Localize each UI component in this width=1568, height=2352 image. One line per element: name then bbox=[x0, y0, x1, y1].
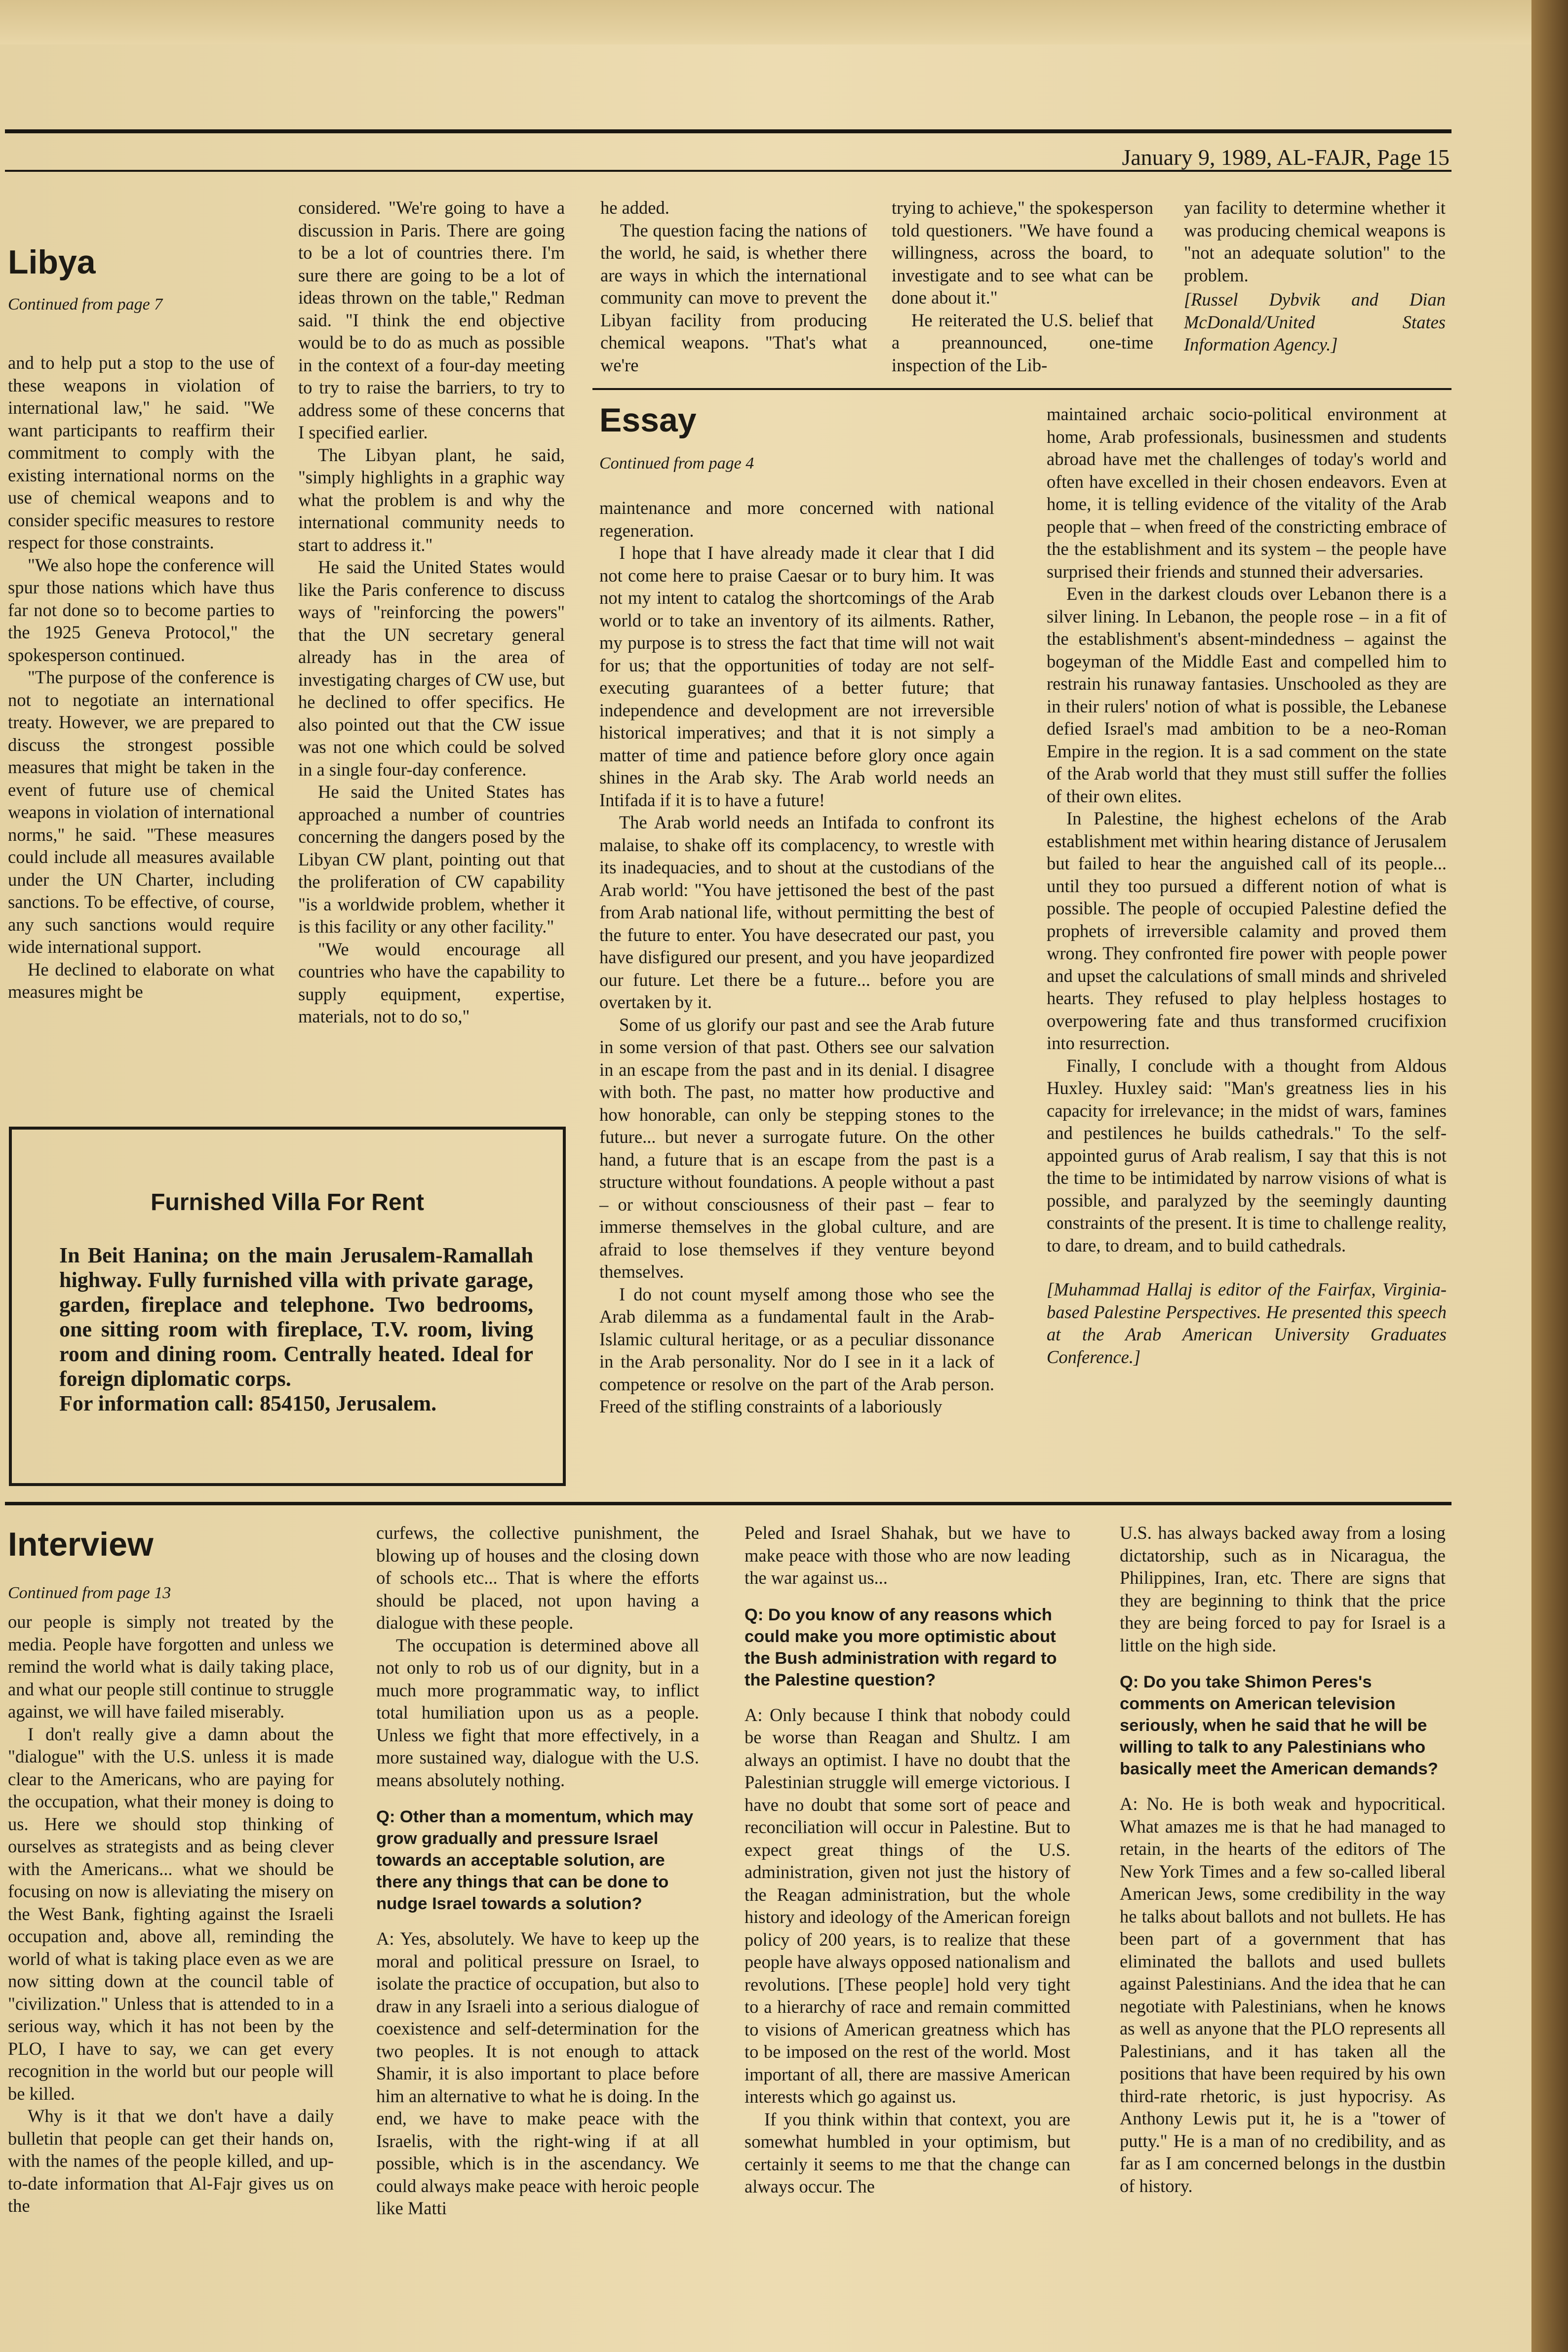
interview-col3-p3: If you think within that context, you are somewhat humbled in your optimism, but certainly it seems to me that the change can always occur. The bbox=[745, 2109, 1070, 2196]
running-head-rule bbox=[5, 170, 1451, 172]
libya-col3-p2: The question facing the nations of the world, he said, is whether there are ways in which the international community can move to prevent the Libyan facility from producing chemical weapons. "That's what we're bbox=[600, 220, 867, 375]
essay-continued: Continued from page 4 bbox=[599, 454, 754, 472]
interview-col2-p3: A: Yes, absolutely. We have to keep up the moral and political pressure on Israel, to isolate the practice of occupation, but also to draw in any Israeli into a serious dialogue of coexistence and self-determination for the two peoples. It is not enough to attack Shamir, it is also important to place before him an alternative to what he is doing. In the end, we have to make peace with the Israelis, with the right-wing if at all possible, which is in the ascendancy. We could always make peace with heroic people like Matti bbox=[376, 1928, 699, 2218]
interview-col1-p2: I don't really give a damn about the "dialogue" with the U.S. unless it is made clear to the Americans, who are paying for the occupation, what their money is doing to us. Here we should stop thinking of ourselves as strategists and as being clever with the Americans... what we should be focusing on now is alleviating the misery on the West Bank, fighting against the Israeli occupation and, above all, reminding the world of what is taking place even as we are now sitting down at the council table of "civilization." Unless that is attended to in a serious way, which it has not been by the PLO, I have to say, we can get every recognition in the world but our people will be killed. bbox=[8, 1724, 334, 2104]
interview-col1-p3: Why is it that we don't have a daily bulletin that people can get their hands on, with the names of the people killed, and up-to-date information that Al-Fajr gives us on the bbox=[8, 2106, 334, 2216]
libya-col2-p4: He said the United States has approached a number of countries concerning the dangers posed by the Libyan CW plant, pointing out that the proliferation of CW capability "is a worldwide problem, whether it is this facility or any other facility." bbox=[298, 782, 565, 937]
libya-col1-p1: and to help put a stop to the use of these weapons in violation of international law," he said. "We want participants to reaffirm their commitment to comply with the existing international norms on the use of chemical weapons and to consider specific measures to restore respect for those constraints. bbox=[8, 353, 274, 552]
libya-col2-p3: He said the United States would like the Paris conference to discuss ways of "reinforcing the powers" that the UN secretary general already has in the area of investigating charges of CW use, but he declined to offer specifics. He also pointed out that the CW issue was not one which could be solved in a single four-day conference. bbox=[298, 557, 565, 780]
libya-continued: Continued from page 7 bbox=[8, 295, 163, 314]
libya-column-2 bbox=[298, 196, 565, 1028]
ad-description: In Beit Hanina; on the main Jerusalem-Ramallah highway. Fully furnished villa with private garage, garden, fireplace and telephone. Two bedrooms, one sitting room with fireplace, T.V. room, living room and dining room. Centrally heated. Ideal for foreign diplomatic corps. bbox=[59, 1243, 533, 1391]
classified-ad-box bbox=[9, 1127, 566, 1486]
libya-col5-p1: yan facility to determine whether it was producing chemical weapons is "not an adequate solution" to the problem. bbox=[1184, 197, 1446, 285]
interview-col4-p1: U.S. has always backed away from a losing dictatorship, such as in Nicaragua, the Philippines, Iran, etc. There are signs that they are beginning to think that the price they are being forced to pay for Israel is a little on the high side. bbox=[1120, 1523, 1446, 1655]
interview-col4-p2: A: No. He is both weak and hypocritical. What amazes me is that he had managed to retain, in the hearts of the editors of The New York Times and a few so-called liberal American Jews, some credibility in the way he talks about ballots and not bullets. He has been part of a government that has eliminated the ballots and used bullets against Palestinians. And the idea that he can negotiate with Palestinians, when he knows as well as anyone that the PLO represents all Palestinians, and it has taken all the positions that have been required by his own third-rate rhetoric, is just hypocrisy. As Anthony Lewis put it, he is a "tower of putty." He is a man of no credibility, and as far as I am concerned belongs in the dustbin of history. bbox=[1120, 1794, 1446, 2196]
interview-column-1 bbox=[8, 1610, 334, 2217]
libya-col2-p2: The Libyan plant, he said, "simply highlights in a graphic way what the problem is and why the international community needs to start to address it." bbox=[298, 444, 565, 555]
libya-headline: Libya bbox=[8, 243, 96, 281]
page-top-edge bbox=[0, 0, 1568, 44]
interview-headline: Interview bbox=[8, 1526, 154, 1563]
essay-col1-p4: Some of us glorify our past and see the Arab future in some version of that past. Others see our salvation in an escape from the past and in its denial. I disagree with both. The past, no matter how productive and how honorable, can only be stepping stones to the future... but never a surrogate future. On the other hand, a future that is an escape from the past is a structure without foundations. A people without a past – or without consciousness of their past – fear to immerse themselves in the global culture, and are afraid to lose themselves if they venture beyond themselves. bbox=[599, 1014, 994, 1282]
ad-contact: For information call: 854150, Jerusalem. bbox=[59, 1391, 437, 1415]
libya-column-1 bbox=[8, 352, 274, 1003]
interview-col2-p2: The occupation is determined above all not only to rob us of our dignity, but in a much more programmatic way, to inflict total humiliation upon us as a people. Unless we fight that more effectively, in a more sustained way, dialogue with the U.S. means absolutely nothing. bbox=[376, 1635, 699, 1790]
essay-column-2 bbox=[1047, 403, 1447, 1368]
interview-question-2: Q: Do you know of any reasons which could make you more optimistic about the Bush administration with regard to the Palestine question? bbox=[745, 1605, 1057, 1689]
libya-col2-p5: "We would encourage all countries who have the capability to supply equipment, expertise, materials, not to do so," bbox=[298, 939, 565, 1026]
libya-essay-rule bbox=[592, 388, 1451, 390]
ad-title: Furnished Villa For Rent bbox=[151, 1189, 424, 1215]
interview-continued: Continued from page 13 bbox=[8, 1584, 171, 1602]
interview-col2-p1: curfews, the collective punishment, the blowing up of houses and the closing down of schools etc... That is where the efforts should be placed, not upon having a dialogue with these people. bbox=[376, 1523, 699, 1633]
essay-col2-p4: Finally, I conclude with a thought from Aldous Huxley. Huxley said: "Man's greatness lies in his capacity for irrelevance; in the midst of wars, famines and pestilences he builds cathedrals." To the self-appointed gurus of Arab realism, I say that this is not the time to be intimidated by narrow visions of what is possible, and paralyzed by the seemingly daunting constraints of the present. It is time to challenge reality, to dare, to dream, and to build cathedrals. bbox=[1047, 1055, 1447, 1255]
libya-column-3 bbox=[600, 196, 867, 376]
essay-credit: [Muhammad Hallaj is editor of the Fairfax, Virginia-based Palestine Perspectives. He presented this speech at the Arab American University Graduates Conference.] bbox=[1047, 1279, 1447, 1367]
interview-column-3 bbox=[745, 1522, 1070, 2198]
libya-column-5 bbox=[1184, 196, 1446, 356]
essay-col2-p1: maintained archaic socio-political environment at home, Arab professionals, businessmen and students abroad have met the challenges of today's world and often have excelled in their chosen endeavors. Even at home, it is telling evidence of the vitality of the Arab people that – when freed of the constricting embrace of the the establishment and its system – the people have surprised their friends and stunned their adversaries. bbox=[1047, 404, 1447, 582]
libya-col1-p2: "We also hope the conference will spur those nations which have thus far not done so to become parties to the 1925 Geneva Protocol," the spokesperson continued. bbox=[8, 554, 274, 665]
libya-column-4 bbox=[892, 196, 1153, 376]
essay-headline: Essay bbox=[599, 401, 697, 439]
interview-col1-p1: our people is simply not treated by the media. People have forgotten and unless we remind the world what is daily taking place, and what our people still continue to struggle against, we will have failed miserably. bbox=[8, 1611, 334, 1722]
interview-col3-p1: Peled and Israel Shahak, but we have to make peace with those who are now leading the war against us... bbox=[745, 1523, 1070, 1588]
interview-column-2 bbox=[376, 1522, 699, 2220]
interview-question-3: Q: Do you take Shimon Peres's comments on American television seriously, when he said that he will be willing to talk to any Palestinians who basically meet the American demands? bbox=[1120, 1673, 1438, 1778]
interview-question-1: Q: Other than a momentum, which may grow gradually and pressure Israel towards an acceptable solution, are there any things that can be done to nudge Israel towards a solution? bbox=[376, 1807, 694, 1913]
interview-column-4 bbox=[1120, 1522, 1446, 2197]
libya-col2-p1: considered. "We're going to have a discussion in Paris. There are going to be a lot of countries there. I'm sure there are going to be a lot of ideas thrown on the table," Redman said. "I think the end objective would be to do as much as possible in the context of a four-day meeting to try to raise the barriers, to try to address some of these concerns that I specified earlier. bbox=[298, 197, 565, 442]
libya-col3-p1: he added. bbox=[600, 197, 669, 218]
page-binding-edge bbox=[1531, 0, 1568, 2352]
interview-col3-p2: A: Only because I think that nobody could be worse than Reagan and Shultz. I am always an optimist. I have no doubt that the Palestinian struggle will emerge victorious. I have no doubt that some sort of peace and reconciliation will occur in Palestine. But to expect great things of the U.S. administration, given not just the history of the Reagan administration, but the whole history and ideology of the American foreign policy of 200 years, is to realize that these people have always opposed nationalism and revolutions. [These people] hold very tight to a hierarchy of race and remain committed to visions of American greatness which has to be imposed on the rest of the world. Most important of all, there are massive American interests which go against us. bbox=[745, 1704, 1070, 2107]
essay-col1-p5: I do not count myself among those who see the Arab dilemma as a fundamental fault in the Arab-Islamic cultural heritage, or as a peculiar dissonance in the Arab personality. Nor do I see in it a lack of competence or resolve on the part of the Arab person. Freed of the stifling constraints of a laboriously bbox=[599, 1284, 994, 1416]
running-head: January 9, 1989, AL-FAJR, Page 15 bbox=[1122, 145, 1450, 170]
essay-column-1 bbox=[599, 497, 994, 1418]
essay-col1-p1: maintenance and more concerned with national regeneration. bbox=[599, 498, 994, 541]
essay-col2-p2: Even in the darkest clouds over Lebanon there is a silver lining. In Lebanon, the people rose – in a fit of the establishment's absent-mindedness – against the bogeyman of the Middle East and compelled him to restrain his runaway fantasies. Unschooled as they are in their rulers' notion of what is possible, the Lebanese defied Israel's mad ambition to be a neo-Roman Empire in the region. It is a sad comment on the state of the Arab world that they must still suffer the follies of their own elites. bbox=[1047, 584, 1447, 806]
libya-col4-p1: trying to achieve," the spokesperson told questioners. "We have found a willingness, across the board, to investigate and to see what can be done about it." bbox=[892, 197, 1153, 308]
essay-col2-p3: In Palestine, the highest echelons of the Arab establishment met within hearing distance of Jerusalem but failed to hear the anguished call of its people... until they too pursued a different notion of what is possible. The people of occupied Palestine defied the prophets of irreversible calamity and proved them wrong. They confronted fire power with people power and upset the calculations of small minds and shriveled hearts. They refused to play helpless hostages to overpowering fate and thus transformed crucifixion into resurrection. bbox=[1047, 808, 1447, 1053]
libya-col1-p3: "The purpose of the conference is not to negotiate an international treaty. However, we are prepared to discuss the strongest possible measures that might be taken in the event of future use of chemical weapons in violation of international norms," he said. "These measures could include all measures available under the UN Charter, including sanctions. To be effective, of course, any such sanctions would require wide international support. bbox=[8, 667, 274, 957]
essay-col1-p3: The Arab world needs an Intifada to confront its malaise, to shake off its complacency, to wrestle with its inadequacies, and to shout at the custodians of the Arab world: "You have jettisoned the best of the past from Arab national life, without permitting the best of the future to enter. You have desecrated our past, you have disfigured our present, and you have jeopardized our future. Let there be a future... before you are overtaken by it. bbox=[599, 812, 994, 1012]
essay-col1-p2: I hope that I have already made it clear that I did not come here to praise Caesar or to bury him. It was not my intent to catalog the shortcomings of the Arab world or to take an inventory of its ailments. Rather, my purpose is to stress the fact that time will not wait for us; that the opportunities of today are not self-executing guarantees of a better future; that independence and development are not irreversible historical imperatives; and that it is not simply a matter of time and patience before glory once again shines in the Arab sky. The Arab world needs an Intifada if it is to have a future! bbox=[599, 543, 994, 810]
libya-col4-p2: He reiterated the U.S. belief that a preannounced, one-time inspection of the Lib- bbox=[892, 310, 1153, 375]
ad-body bbox=[59, 1243, 533, 1416]
top-rule bbox=[5, 129, 1451, 133]
libya-col1-p4: He declined to elaborate on what measures might be bbox=[8, 959, 274, 1002]
libya-credit: [Russel Dybvik and Dian McDonald/United States Information Agency.] bbox=[1184, 289, 1446, 354]
interview-top-rule bbox=[5, 1502, 1451, 1505]
